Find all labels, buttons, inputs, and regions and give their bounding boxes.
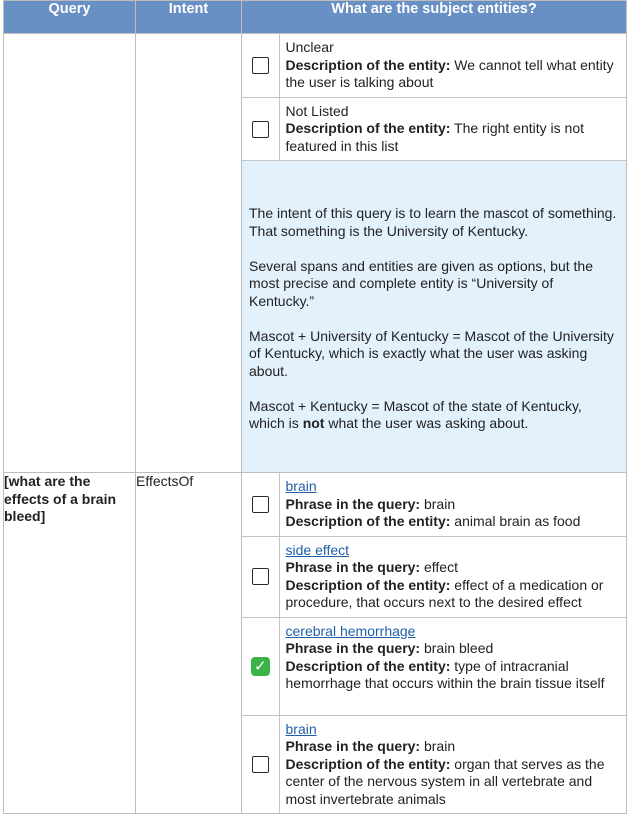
phrase-value: brain bleed	[423, 640, 494, 656]
table-row	[4, 34, 627, 473]
explanation-paragraph: Several spans and entities are given as options, but the most precise and complete entity is “University of Kentucky.”	[249, 257, 593, 309]
header-row	[4, 1, 627, 34]
option-description	[286, 513, 621, 531]
description-label: Description of the entity:	[285, 576, 451, 593]
intent-cell: EffectsOf	[136, 473, 242, 814]
option-text	[279, 617, 626, 715]
option-row	[242, 536, 626, 617]
option-checkbox[interactable]	[242, 617, 279, 715]
option-description	[286, 756, 621, 809]
description-label: Description of the entity:	[285, 120, 451, 136]
explanation-box	[242, 160, 626, 472]
option-description	[286, 120, 621, 155]
option-name: Unclear	[285, 39, 334, 55]
options-list	[242, 34, 626, 160]
option-phrase	[286, 640, 621, 658]
option-description	[286, 577, 621, 612]
description-label: Description of the entity:	[285, 657, 451, 674]
phrase-label: Phrase in the query:	[285, 559, 421, 575]
phrase-label: Phrase in the query:	[285, 640, 421, 656]
phrase-value: brain	[423, 738, 456, 754]
option-text	[279, 715, 626, 813]
description-value: We cannot tell what entity the user is talking about	[285, 56, 614, 90]
option-row	[242, 97, 626, 160]
option-row	[242, 34, 626, 97]
checkbox-empty-icon[interactable]	[252, 568, 269, 585]
option-checkbox[interactable]	[242, 34, 279, 97]
option-phrase	[286, 738, 621, 756]
phrase-value: brain	[423, 495, 456, 512]
entity-link[interactable]: cerebral hemorrhage	[285, 622, 416, 639]
header-intent: Intent	[136, 1, 242, 34]
description-value: organ that serves as the center of the nervous system in all vertebrate and most invertebrate animals	[285, 755, 605, 807]
description-label: Description of the entity:	[285, 755, 451, 772]
description-label: Description of the entity:	[285, 513, 451, 529]
option-checkbox[interactable]	[242, 97, 279, 160]
option-phrase	[286, 559, 621, 577]
entity-link[interactable]: brain	[285, 478, 317, 494]
option-checkbox[interactable]	[242, 715, 279, 813]
phrase-value: effect	[423, 559, 458, 575]
option-text	[279, 97, 626, 160]
entity-table	[3, 0, 627, 814]
header-query: Query	[4, 1, 136, 34]
option-description	[286, 658, 621, 693]
header-entities: What are the subject entities?	[242, 1, 627, 34]
checkbox-checked-icon[interactable]: ✓	[251, 657, 270, 676]
option-row	[242, 715, 626, 813]
entities-cell	[242, 34, 627, 473]
option-row	[242, 617, 626, 715]
entities-cell	[242, 473, 627, 814]
checkbox-empty-icon[interactable]	[252, 57, 269, 74]
explanation-paragraph	[249, 398, 620, 433]
option-text	[279, 536, 626, 617]
intent-cell	[136, 34, 242, 473]
description-value: effect of a medication or procedure, that occurs next to the desired effect	[285, 576, 604, 610]
explanation-text: Mascot + Kentucky = Mascot of the state of Kentucky, which is	[249, 397, 582, 431]
description-value: type of intracranial hemorrhage that occurs within the brain tissue itself	[285, 657, 605, 691]
option-text	[279, 34, 626, 97]
option-description	[286, 57, 621, 92]
option-name: Not Listed	[285, 102, 349, 119]
option-checkbox[interactable]	[242, 473, 279, 536]
option-phrase	[286, 496, 621, 514]
phrase-label: Phrase in the query:	[285, 495, 421, 512]
option-checkbox[interactable]	[242, 536, 279, 617]
description-value: animal brain as food	[454, 513, 581, 529]
explanation-paragraph: Mascot + University of Kentucky = Mascot of the University of Kentucky, which is exactly what the user was asking about.	[249, 327, 614, 379]
explanation-text: what the user was asking about.	[328, 415, 529, 431]
checkbox-empty-icon[interactable]	[252, 121, 269, 138]
emphasis-text: not	[302, 415, 325, 431]
description-value: The right entity is not featured in this list	[285, 120, 584, 154]
phrase-label: Phrase in the query:	[285, 738, 421, 754]
query-cell: [what are the effects of a brain bleed]	[4, 473, 136, 814]
table-row	[4, 473, 627, 814]
checkbox-empty-icon[interactable]	[252, 496, 269, 513]
options-list	[242, 473, 626, 813]
checkbox-empty-icon[interactable]	[252, 756, 269, 773]
query-cell	[4, 34, 136, 473]
option-row	[242, 473, 626, 536]
option-text	[279, 473, 626, 536]
description-label: Description of the entity:	[285, 56, 451, 73]
entity-link[interactable]: side effect	[285, 541, 350, 558]
explanation-paragraph: The intent of this query is to learn the mascot of something. That something is the University of Kentucky.	[249, 205, 617, 239]
entity-link[interactable]: brain	[285, 720, 317, 737]
